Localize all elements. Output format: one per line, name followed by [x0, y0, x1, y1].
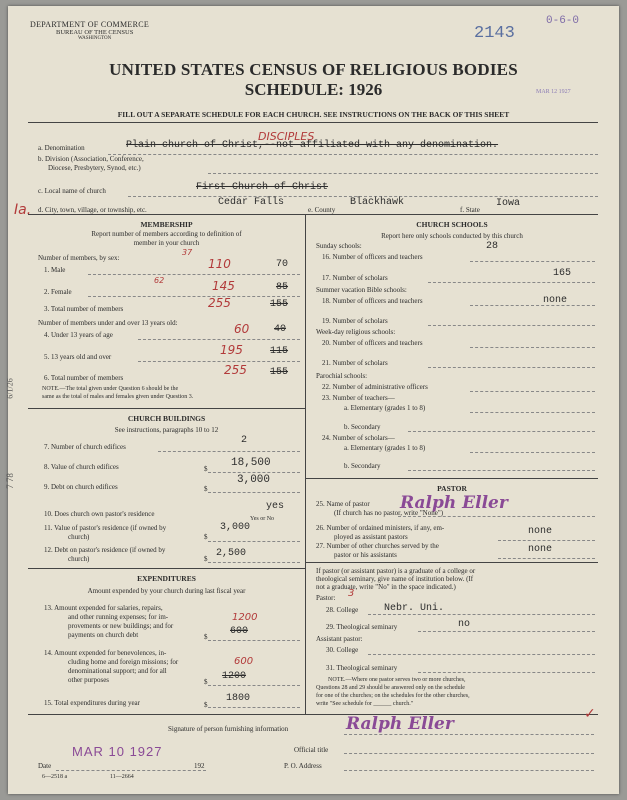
field-line: [344, 734, 594, 735]
total-members-value: 155: [270, 299, 289, 310]
benevolences-label-2: cluding home and foreign missions; for: [68, 658, 179, 666]
running-expenses-value: 600: [230, 626, 249, 637]
total-expenditures-label: 15. Total expenditures during year: [44, 699, 140, 707]
buildings-intro: See instructions, paragraphs 10 to 12: [114, 426, 219, 434]
pastor-name-value: Ralph Eller: [400, 493, 508, 513]
pastor-name-label: 25. Name of pastor: [316, 500, 370, 508]
field-line: [470, 391, 595, 392]
female-hand: 145: [212, 279, 235, 293]
schedule-title: SCHEDULE: 1926: [244, 80, 383, 99]
seminary-label: 29. Theological seminary: [326, 623, 398, 631]
benevolences-hand: 600: [234, 656, 254, 667]
field-line: [208, 562, 300, 563]
city-label: d. City, town, village, or township, etc.: [38, 206, 147, 214]
residence-debt-label: 12. Debt on pastor's residence (if owned by: [44, 546, 166, 554]
dollar-sign: $: [204, 533, 208, 541]
other-churches-label: 27. Number of other churches served by the: [316, 542, 439, 550]
over-13-hand: 195: [220, 343, 243, 357]
pastor-note-2: Questions 28 and 29 should be answered only on the schedule: [316, 685, 465, 691]
form-title: UNITED STATES CENSUS OF RELIGIOUS BODIES: [109, 60, 518, 79]
residence-debt-label-2: church): [68, 555, 90, 563]
grid-vrule: [305, 214, 306, 714]
field-line: [108, 154, 598, 155]
benevolences-label-3: denominational support; and for all: [68, 667, 167, 675]
dollar-sign: $: [204, 485, 208, 493]
division-label: b. Division (Association, Conference,: [38, 155, 144, 163]
field-line: [408, 470, 595, 471]
pastor-note-3: for one of the churches; on the schedules for the other churches,: [316, 693, 470, 699]
dollar-sign: $: [204, 555, 208, 563]
washington-heading: WASHINGTON: [78, 36, 112, 41]
age-intro: Number of members under and over 13 years old:: [38, 319, 178, 327]
membership-note-2: same as the total of males and females given under Question 3.: [42, 394, 194, 400]
q16-label: 16. Number of officers and teachers: [322, 253, 423, 261]
denomination-handwritten: DISCIPLES: [258, 130, 315, 143]
expenditures-heading: EXPENDITURES: [137, 574, 196, 583]
total-members-label: 3. Total number of members: [44, 305, 124, 313]
dollar-sign: $: [204, 701, 208, 709]
edifices-label: 7. Number of church edifices: [44, 443, 126, 451]
stamp-code: 0-6-0: [546, 15, 580, 27]
q17-label: 17. Number of scholars: [322, 274, 388, 282]
edifice-value-amount: 18,500: [231, 457, 271, 469]
po-address-label: P. O. Address: [284, 762, 322, 770]
field-line: [208, 685, 300, 686]
running-expenses-label-2: and other running expenses; for im-: [68, 613, 169, 621]
field-line: [88, 274, 300, 275]
field-line: [428, 367, 595, 368]
male-value: 70: [276, 259, 289, 270]
membership-heading: MEMBERSHIP: [140, 220, 193, 229]
pastor-note: NOTE.—Where one pastor serves two or more churches,: [328, 677, 466, 683]
field-line: [470, 261, 595, 262]
summer-officers-value: none: [543, 295, 568, 306]
membership-note: NOTE.—The total given under Question 6 should be the: [42, 386, 179, 392]
date-stamp: MAR 10 1927: [72, 744, 163, 759]
census-form-paper: [4, 6, 619, 794]
print-number: 11—2664: [110, 774, 134, 780]
grid-rule: [28, 714, 598, 715]
sunday-scholars-value: 165: [553, 268, 572, 279]
buildings-heading: CHURCH BUILDINGS: [127, 414, 206, 423]
residence-value-label-2: church): [68, 533, 90, 541]
field-line: [428, 325, 595, 326]
field-line: [470, 347, 595, 348]
city-value: Cedar Falls: [218, 197, 285, 208]
assistant-ministers-label: 26. Number of ordained ministers, if any, em-: [316, 524, 445, 532]
date-label: Date: [38, 762, 52, 770]
male-label: 1. Male: [44, 266, 66, 274]
dollar-sign: $: [204, 633, 208, 641]
local-name-label: c. Local name of church: [38, 187, 106, 195]
seminary-value: no: [458, 619, 471, 630]
residence-value-label: 11. Value of pastor's residence (if owned by: [44, 524, 167, 532]
residence-value-amount: 3,000: [220, 522, 251, 533]
field-line: [208, 640, 300, 641]
department-heading: DEPARTMENT OF COMMERCE: [30, 20, 150, 29]
running-expenses-label: 13. Amount expended for salaries, repairs,: [44, 604, 163, 612]
schools-heading: CHURCH SCHOOLS: [416, 220, 488, 229]
field-line: [408, 431, 595, 432]
q24-label: 24. Number of scholars—: [322, 434, 395, 442]
college-value: Nebr. Uni.: [384, 603, 445, 614]
schools-intro: Report here only schools conducted by this church: [381, 232, 523, 240]
over-13-value: 115: [270, 346, 289, 357]
sunday-schools-label: Sunday schools:: [316, 242, 362, 250]
edifice-value-label: 8. Value of church edifices: [44, 463, 119, 471]
asst-college-label: 30. College: [326, 646, 359, 654]
check-mark: ✓: [584, 706, 596, 722]
received-stamp-date: MAR 12 1927: [536, 89, 571, 95]
field-line: [344, 770, 594, 771]
form-number: 6—2518 a: [42, 774, 68, 780]
graduate-intro-2: theological seminary, give name of institution below. (If: [316, 575, 474, 583]
field-line: [208, 707, 300, 708]
running-expenses-label-4: payments on church debt: [68, 631, 139, 639]
running-expenses-hand: 1200: [232, 612, 258, 623]
residence-debt-amount: 2,500: [216, 548, 247, 559]
state-value: Iowa: [496, 198, 521, 209]
under-13-label: 4. Under 13 years of age: [44, 331, 113, 339]
margin-date-mark: 6/1/26: [5, 378, 15, 399]
grid-rule: [305, 562, 598, 563]
expenditures-intro: Amount expended by your church during last fiscal year: [87, 587, 246, 595]
pastor-hand-mark: 3: [348, 588, 355, 599]
field-line: [428, 282, 595, 283]
field-line: [138, 361, 300, 362]
field-line: [208, 472, 300, 473]
field-line: [208, 173, 598, 174]
asst-seminary-label: 31. Theological seminary: [326, 664, 398, 672]
total-members-2-label: 6. Total number of members: [44, 374, 124, 382]
edifice-debt-label: 9. Debt on church edifices: [44, 483, 118, 491]
total-members-hand: 255: [208, 296, 231, 310]
field-line: [88, 296, 300, 297]
grid-rule: [28, 408, 305, 409]
male-hand-small: 37: [182, 248, 193, 257]
pastor-heading: PASTOR: [437, 484, 467, 493]
dollar-sign: $: [204, 678, 208, 686]
field-line: [368, 654, 595, 655]
summer-schools-label: Summer vacation Bible schools:: [316, 286, 407, 294]
local-name-value: First Church of Christ: [196, 182, 329, 193]
membership-intro-2: member in your church: [133, 239, 200, 247]
denomination-value: Plain church of Christ,--not affiliated with any denomination.: [126, 140, 499, 151]
benevolences-value: 1200: [222, 671, 247, 682]
weekday-schools-label: Week-day religious schools:: [316, 328, 396, 336]
divider: [28, 122, 598, 123]
by-sex-label: Number of members, by sex:: [38, 254, 120, 262]
q20-label: 20. Number of officers and teachers: [322, 339, 423, 347]
benevolences-label: 14. Amount expended for benevolences, in-: [44, 649, 167, 657]
assistant-pastor-label: Assistant pastor:: [316, 635, 363, 643]
grid-rule: [28, 568, 305, 569]
assistant-ministers-value: none: [528, 526, 553, 537]
under-13-value: 40: [274, 324, 287, 335]
total-expenditures-value: 1800: [226, 693, 251, 704]
q24b-label: b. Secondary: [344, 462, 381, 470]
state-label: f. State: [460, 206, 480, 214]
parochial-schools-label: Parochial schools:: [316, 372, 368, 380]
field-line: [208, 541, 300, 542]
female-hand-small: 62: [154, 276, 165, 285]
other-churches-label-2: pastor or his assistants: [334, 551, 397, 559]
stamp-number: 2143: [474, 24, 515, 43]
female-label: 2. Female: [44, 288, 72, 296]
field-line: [158, 451, 300, 452]
q22-label: 22. Number of administrative officers: [322, 383, 428, 391]
division-label-2: Diocese, Presbytery, Synod, etc.): [48, 164, 141, 172]
pastor-sublabel: Pastor:: [316, 594, 336, 602]
under-13-hand: 60: [234, 322, 250, 336]
field-line: [418, 631, 595, 632]
field-line: [56, 770, 206, 771]
dollar-sign: $: [204, 465, 208, 473]
q18-label: 18. Number of officers and teachers: [322, 297, 423, 305]
total-members-2-hand: 255: [224, 363, 247, 377]
total-members-2-value: 155: [270, 367, 289, 378]
field-line: [470, 305, 595, 306]
field-line: [344, 753, 594, 754]
q24a-label: a. Elementary (grades 1 to 8): [344, 444, 426, 452]
benevolences-label-4: other purposes: [68, 676, 110, 684]
signature-value: Ralph Eller: [346, 714, 454, 734]
q21-label: 21. Number of scholars: [322, 359, 388, 367]
yes-or-no-hint: Yes or No: [250, 516, 275, 522]
county-label: e. County: [308, 206, 336, 214]
q19-label: 19. Number of scholars: [322, 317, 388, 325]
field-line: [398, 516, 595, 517]
college-label: 28. College: [326, 606, 359, 614]
graduate-intro: If pastor (or assistant pastor) is a graduate of a college or: [316, 567, 476, 575]
residence-owned-value: yes: [266, 501, 285, 512]
date-year: 192: [194, 762, 205, 770]
pastor-name-hint: (If church has no pastor, write "None"): [334, 509, 444, 517]
q23-label: 23. Number of teachers—: [322, 394, 395, 402]
margin-number-mark: 7 78: [4, 473, 15, 489]
pastor-note-4: write "See schedule for ______ church.": [316, 701, 414, 707]
graduate-intro-3: not a graduate, write "No" in the space indicated.): [316, 583, 456, 591]
q23b-label: b. Secondary: [344, 423, 381, 431]
field-line: [470, 452, 595, 453]
female-value: 85: [276, 282, 289, 293]
signature-label: Signature of person furnishing information: [168, 725, 289, 733]
bureau-heading: BUREAU OF THE CENSUS: [56, 29, 134, 36]
field-line: [498, 540, 595, 541]
field-line: [208, 492, 300, 493]
membership-intro: Report number of members according to definition of: [91, 230, 242, 238]
official-title-label: Official title: [294, 746, 329, 754]
running-expenses-label-3: provements or new buildings; and for: [68, 622, 174, 630]
q23a-label: a. Elementary (grades 1 to 8): [344, 404, 426, 412]
other-churches-value: none: [528, 544, 553, 555]
fill-instructions: FILL OUT A SEPARATE SCHEDULE FOR EACH CHURCH. SEE INSTRUCTIONS ON THE BACK OF THIS SHEET: [117, 110, 510, 119]
over-13-label: 5. 13 years old and over: [44, 353, 112, 361]
grid-rule: [305, 478, 598, 479]
field-line: [418, 672, 595, 673]
sunday-officers-value: 28: [486, 241, 499, 252]
margin-state-mark: Ia.: [14, 202, 32, 218]
field-line: [470, 412, 595, 413]
edifices-value: 2: [241, 435, 248, 446]
field-line: [368, 614, 595, 615]
residence-owned-label: 10. Does church own pastor's residence: [44, 510, 155, 518]
assistant-ministers-label-2: ployed as assistant pastors: [334, 533, 408, 541]
field-line: [138, 339, 300, 340]
edifice-debt-amount: 3,000: [237, 474, 271, 486]
field-line: [498, 558, 595, 559]
denomination-label: a. Denomination: [38, 144, 85, 152]
grid-rule: [28, 214, 598, 215]
male-hand: 110: [208, 257, 231, 271]
county-value: Blackhawk: [350, 197, 405, 208]
